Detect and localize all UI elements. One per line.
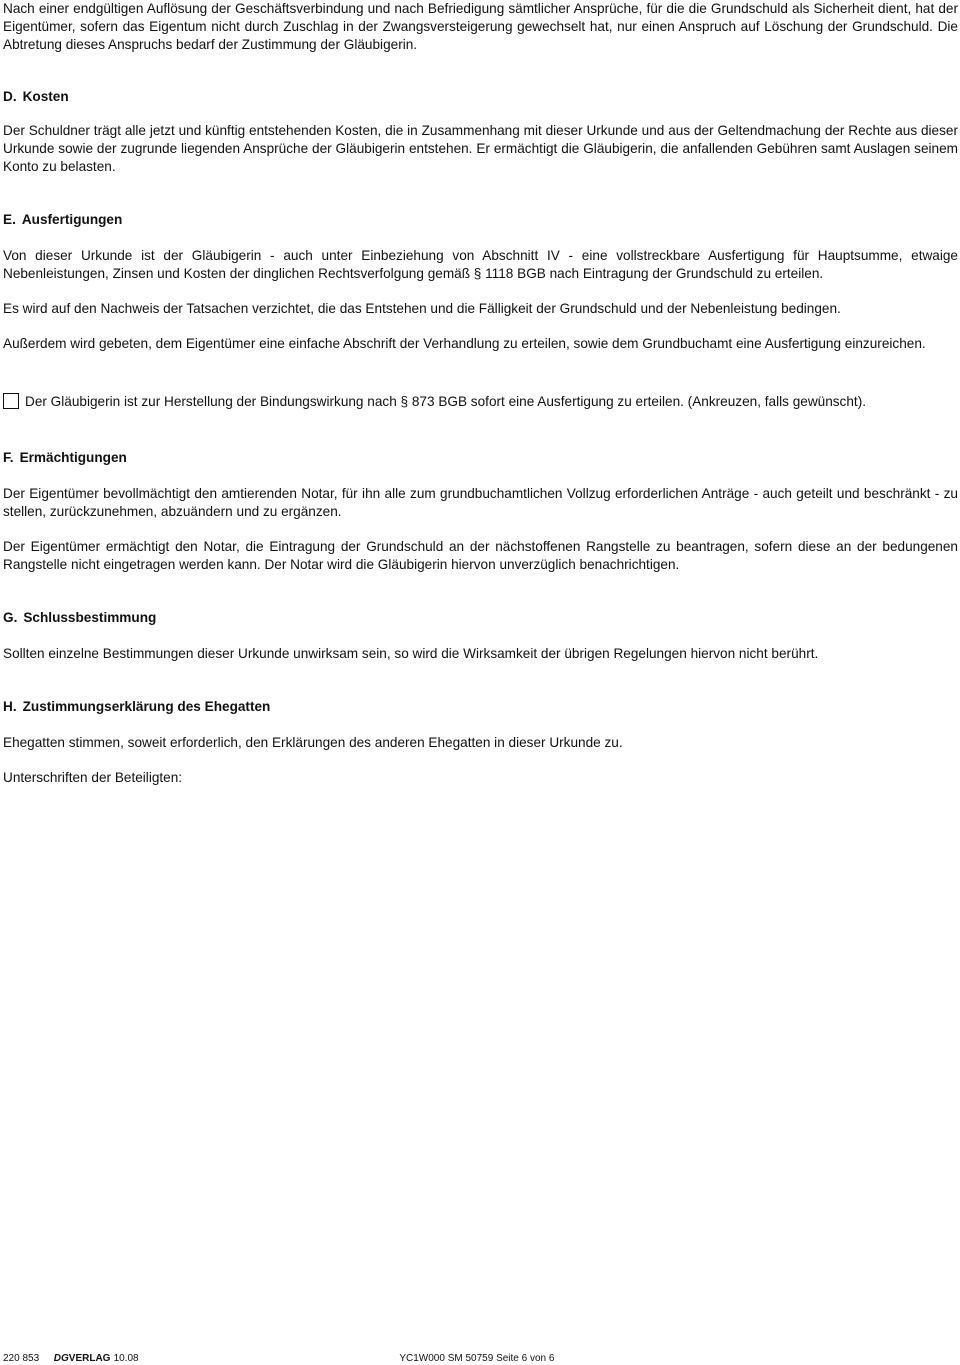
page-footer [3, 1353, 554, 1365]
ausfertigung-checkbox[interactable] [3, 393, 19, 409]
footer-form-number: 220 853 [3, 1353, 40, 1364]
footer-document-ref: YC1W000 SM 50759 Seite 6 von 6 [399, 1353, 555, 1364]
publisher-logo-dg: DG [53, 1353, 69, 1364]
footer-date: 10.08 [113, 1353, 139, 1364]
section-f-letter: F. [3, 450, 14, 465]
section-g [3, 609, 958, 627]
section-h [3, 698, 958, 716]
section-f-title: Ermächtigungen [19, 450, 127, 465]
section-d [3, 88, 958, 106]
ausfertigung-checkbox-label: Der Gläubigerin ist zur Herstellung der Bindungswirkung nach § 873 BGB sofort eine Ausfertigung zu erteilen. (Ankreuzen, falls gewünscht). [25, 394, 866, 409]
publisher-logo-verlag: VERLAG [68, 1353, 111, 1364]
section-h-heading [3, 698, 958, 716]
signatures-block [3, 769, 958, 787]
section-e-paragraph-1: Von dieser Urkunde ist der Gläubigerin - auch unter Einbeziehung von Abschnitt IV - eine vollstreckbare Ausfertigung für Hauptsumme, etwaige Nebenleistungen, Zinsen und Kosten der dinglichen Rechtsverfolgung gemäß § 1118 BGB nach Eintragung der Grundschuld zu erteilen. [3, 248, 958, 281]
section-e-paragraph-2: Es wird auf den Nachweis der Tatsachen verzichtet, die das Entstehen und die Fälligkeit der Grundschuld und der Nebenleistung bedingen. [3, 301, 841, 316]
section-g-title: Schlussbestimmung [23, 610, 157, 625]
section-e-body-1 [3, 247, 958, 283]
section-d-heading [3, 88, 958, 106]
section-d-title: Kosten [22, 89, 69, 104]
section-f-heading [3, 449, 958, 467]
section-h-body [3, 734, 958, 752]
section-g-paragraph-1: Sollten einzelne Bestimmungen dieser Urkunde unwirksam sein, so wird die Wirksamkeit der übrigen Regelungen hiervon nicht berührt. [3, 646, 819, 661]
section-e-body-2 [3, 300, 958, 318]
ausfertigung-checkbox-row [3, 393, 958, 411]
section-e-title: Ausfertigungen [21, 212, 123, 227]
section-f-paragraph-1: Der Eigentümer bevollmächtigt den amtierenden Notar, für ihn alle zum grundbuchamtlichen Vollzug erforderlichen Anträge - auch geteilt und beschränkt - zu stellen, zurückzunehmen, abzuändern und zu ergänzen. [3, 486, 958, 519]
section-g-body [3, 645, 958, 663]
publisher-logo [54, 1353, 111, 1365]
section-g-letter: G. [3, 610, 18, 625]
section-e-heading [3, 211, 958, 229]
section-e-letter: E. [3, 212, 16, 227]
section-g-heading [3, 609, 958, 627]
intro-paragraph: Nach einer endgültigen Auflösung der Geschäftsverbindung und nach Befriedigung sämtlicher Ansprüche, für die die Grundschuld als Sicherheit dient, hat der Eigentümer, sofern das Eigentum nicht durch Zuschlag in der Zwangsversteigerung gewechselt hat, nur einen Anspruch auf Löschung der Grundschuld. Die Abtretung dieses Anspruchs bedarf der Zustimmung der Gläubigerin. [3, 1, 958, 52]
section-e-paragraph-3: Außerdem wird gebeten, dem Eigentümer eine einfache Abschrift der Verhandlung zu erteilen, sowie dem Grundbuchamt eine Ausfertigung einzureichen. [3, 336, 926, 351]
section-d-paragraph-1: Der Schuldner trägt alle jetzt und künftig entstehenden Kosten, die in Zusammenhang mit dieser Urkunde und aus der Geltendmachung der Rechte aus dieser Urkunde sowie der zugrunde liegenden Ansprüche der Gläubigerin entstehen. Er ermächtigt die Gläubigerin, die anfallenden Gebühren samt Auslagen seinem Konto zu belasten. [3, 123, 958, 174]
section-h-title: Zustimmungserklärung des Ehegatten [22, 699, 271, 714]
section-h-paragraph-1: Ehegatten stimmen, soweit erforderlich, den Erklärungen des anderen Ehegatten in dieser Urkunde zu. [3, 735, 623, 750]
signatures-label: Unterschriften der Beteiligten: [3, 770, 183, 785]
section-f-paragraph-2: Der Eigentümer ermächtigt den Notar, die Eintragung der Grundschuld an der nächstoffenen Rangstelle zu beantragen, sofern diese an der bedungenen Rangstelle nicht eingetragen werden kann. Der Notar wird die Gläubigerin hiervon unverzüglich benachrichtigen. [3, 539, 958, 572]
section-d-letter: D. [3, 89, 17, 104]
section-f [3, 449, 958, 467]
section-h-letter: H. [3, 699, 17, 714]
section-e [3, 211, 958, 229]
section-d-body [3, 122, 958, 176]
section-f-body-1 [3, 485, 958, 521]
section-f-body-2 [3, 538, 958, 574]
section-e-body-3 [3, 335, 958, 353]
